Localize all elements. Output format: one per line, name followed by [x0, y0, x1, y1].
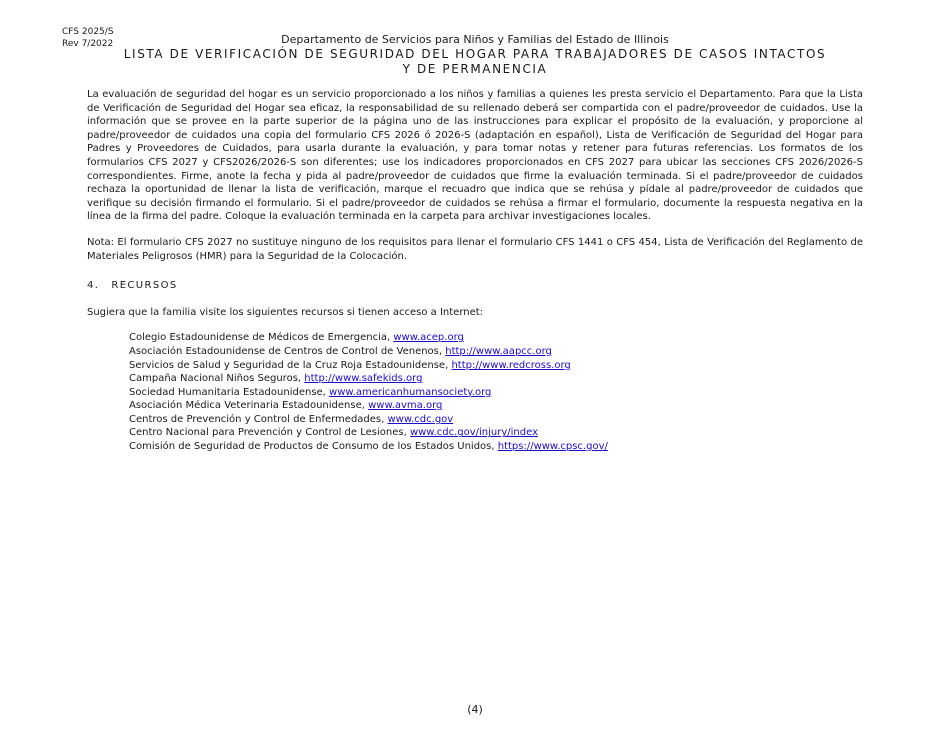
resource-name: Centros de Prevención y Control de Enfermedades,: [129, 413, 388, 425]
page-number: (4): [467, 703, 483, 716]
document-title-line-2: Y DE PERMANENCIA: [402, 62, 548, 76]
resource-link[interactable]: https://www.cpsc.gov/: [497, 441, 608, 453]
resource-link[interactable]: www.cdc.gov: [387, 413, 454, 425]
resources-list: [87, 331, 863, 453]
resource-item: [129, 386, 863, 400]
resource-name: Asociación Médica Veterinaria Estadounidense,: [129, 400, 369, 412]
resource-item: [129, 372, 863, 386]
department-name: Departamento de Servicios para Niños y Familias del Estado de Illinois: [281, 33, 669, 46]
resource-item: [129, 426, 863, 440]
resource-link[interactable]: www.acep.org: [393, 332, 464, 344]
resource-item: [129, 413, 863, 427]
resource-name: Centro Nacional para Prevención y Control de Lesiones,: [129, 427, 410, 439]
section-heading-resources: [87, 279, 863, 293]
resource-name: Asociación Estadounidense de Centros de Control de Venenos,: [129, 345, 446, 357]
document-body: [87, 88, 863, 454]
resource-link[interactable]: www.avma.org: [368, 400, 443, 412]
resource-item: [129, 331, 863, 345]
resource-item: [129, 399, 863, 413]
section-number: 4.: [87, 280, 100, 292]
resource-name: Campaña Nacional Niños Seguros,: [129, 373, 305, 385]
resource-link[interactable]: www.cdc.gov/injury/index: [409, 427, 538, 439]
resource-name: Servicios de Salud y Seguridad de la Cruz Roja Estadounidense,: [129, 359, 452, 371]
form-code: CFS 2025/S: [62, 27, 114, 37]
resource-name: Comisión de Seguridad de Productos de Consumo de los Estados Unidos,: [129, 441, 498, 453]
document-title-line-1: LISTA DE VERIFICACIÓN DE SEGURIDAD DEL HOGAR PARA TRABAJADORES DE CASOS INTACTOS: [123, 47, 827, 61]
resource-link[interactable]: www.americanhumansociety.org: [329, 386, 492, 398]
resource-item: [129, 440, 863, 454]
document-header: [80, 33, 870, 77]
instructions-paragraph: La evaluación de seguridad del hogar es un servicio proporcionado a los niños y familias a quienes les presta servicio el Departamento. Para que la Lista de Verificación de Seguridad del Hogar sea eficaz, la responsabilidad de su rellenado deberá ser compartida con el padre/proveedor de cuidados. Use la información que se provee en la parte superior de la página uno de las instrucciones para explicar el propósito de la evaluación, y proporcione al padre/proveedor de cuidados una copia del formulario CFS 2026 ó 2026-S (adaptación en español), Lista de Verificación de Seguridad del Hogar para Padres y Proveedores de Cuidados, para usarla durante la evaluación, y para tomar notas y retener para futuras referencias. Los formatos de los formularios CFS 2027 y CFS2026/2026-S son diferentes; use los indicadores proporcionados en CFS 2027 para ubicar las secciones CFS 2026/2026-S correspondientes. Firme, anote la fecha y pida al padre/proveedor de cuidados que firme la evaluación terminada. Si el padre/proveedor de cuidados rechaza la oportunidad de llenar la lista de verificación, marque el recuadro que indica que se rehúsa y pídale al padre/proveedor de cuidados que verifique su decisión firmando el formulario. Si el padre/proveedor de cuidados se rehúsa a firmar el formulario, documente la respuesta negativa en la línea de la firma del padre. Coloque la evaluación terminada en la carpeta para archivar investigaciones locales.: [87, 89, 863, 223]
resource-link[interactable]: http://www.redcross.org: [451, 359, 571, 371]
resource-link[interactable]: http://www.safekids.org: [304, 373, 423, 385]
resource-name: Sociedad Humanitaria Estadounidense,: [129, 386, 330, 398]
section-title: RECURSOS: [111, 280, 178, 292]
form-revision: Rev 7/2022: [62, 39, 114, 49]
note-paragraph: Nota: El formulario CFS 2027 no sustituye ninguno de los requisitos para llenar el formulario CFS 1441 o CFS 454, Lista de Verificación del Reglamento de Materiales Peligrosos (HMR) para la Seguridad de la Colocación.: [87, 236, 863, 262]
resource-name: Colegio Estadounidense de Médicos de Emergencia,: [129, 332, 394, 344]
resource-item: [129, 359, 863, 373]
resources-intro: Sugiera que la familia visite los siguientes recursos si tienen acceso a Internet:: [87, 306, 484, 318]
resource-item: [129, 345, 863, 359]
resource-link[interactable]: http://www.aapcc.org: [445, 345, 552, 357]
